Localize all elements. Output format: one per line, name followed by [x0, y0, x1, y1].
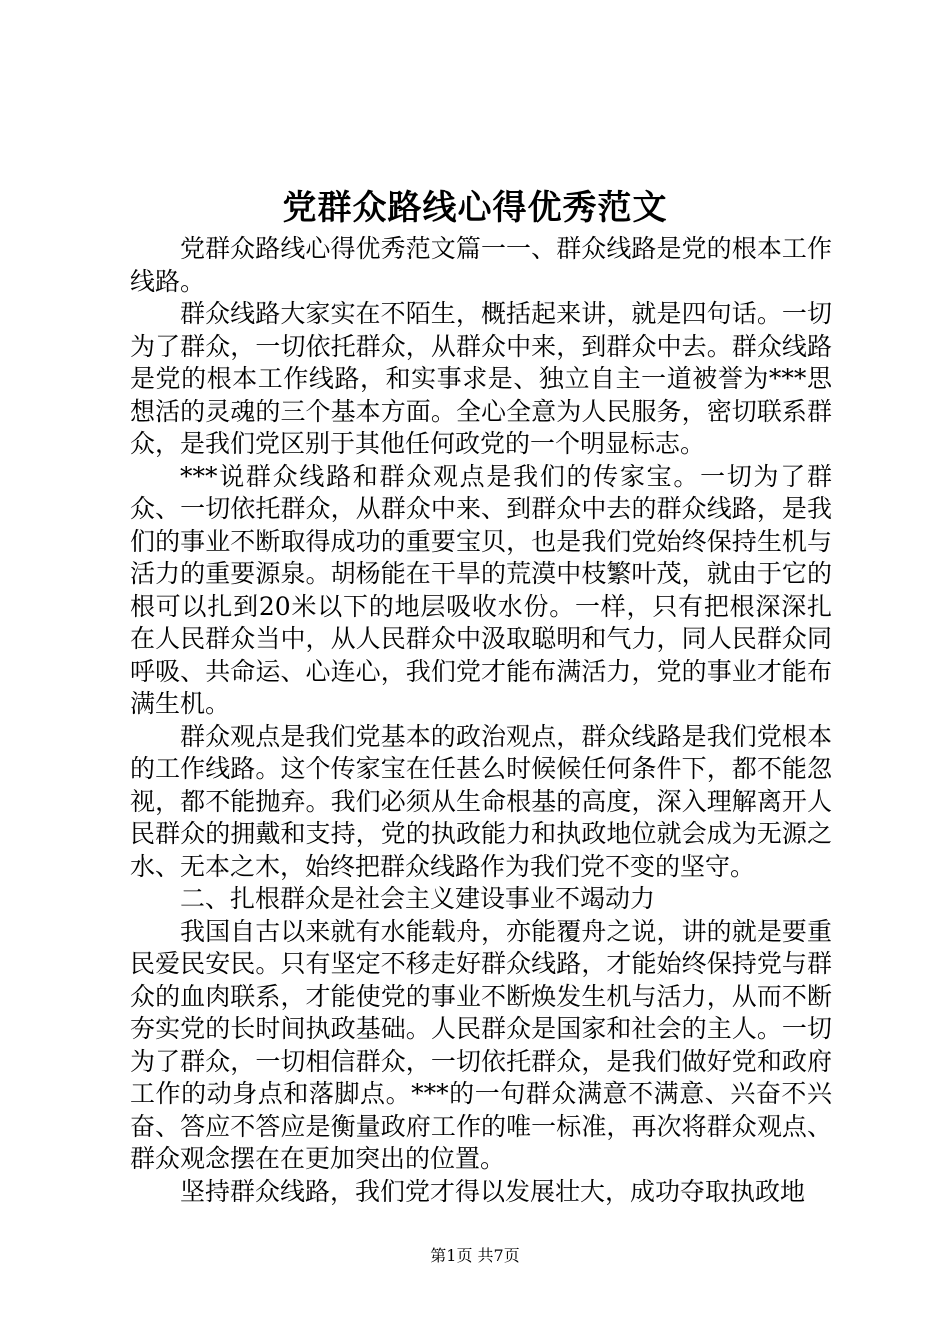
paragraph-4: 群众观点是我们党基本的政治观点，群众线路是我们党根本的工作线路。这个传家宝在任甚么时候候任何条件下，都不能忽视，都不能抛弃。我们必须从生命根基的高度，深入理解离开人民群众的拥戴和支持，党的执政能力和执政地位就会成为无源之水、无本之木，始终把群众线路作为我们党不变的坚守。 — [130, 721, 832, 881]
section-heading-2: 二、扎根群众是社会主义建设事业不竭动力 — [180, 884, 656, 913]
page-footer: 第1页 共7页 — [430, 1246, 520, 1265]
paragraph-3: ***说群众线路和群众观点是我们的传家宝。一切为了群众、一切依托群众，从群众中来、到群众中去的群众线路，是我们的事业不断取得成功的重要宝贝，也是我们党始终保持生机与活力的重要源泉。胡杨能在干旱的荒漠中枝繁叶茂，就由于它的根可以扎到20米以下的地层吸收水份。一样，只有把根深深扎在人民群众当中，从人民群众中汲取聪明和气力，同人民群众同呼吸、共命运、心连心，我们党才能布满活力，党的事业才能布满生机。 — [130, 461, 832, 718]
paragraph-1: 党群众路线心得优秀范文篇一一、群众线路是党的根本工作线路。 — [130, 234, 832, 296]
document-title: 党群众路线心得优秀范文 — [282, 188, 668, 228]
paragraph-2: 群众线路大家实在不陌生，概括起来讲，就是四句话。一切为了群众，一切依托群众，从群众中来，到群众中去。群众线路是党的根本工作线路，和实事求是、独立自主一道被誉为***思想活的灵魂的三个基本方面。全心全意为人民服务，密切联系群众，是我们党区别于其他任何政党的一个明显标志。 — [130, 299, 832, 458]
document-body — [130, 233, 832, 1208]
paragraph-6: 坚持群众线路，我们党才得以发展壮大，成功夺取执政地 — [180, 1176, 806, 1206]
paragraph-5: 我国自古以来就有水能载舟，亦能覆舟之说，讲的就是要重民爱民安民。只有坚定不移走好群众线路，才能始终保持党与群众的血肉联系，才能使党的事业不断焕发生机与活力，从而不断夯实党的长时间执政基础。人民群众是国家和社会的主人。一切为了群众，一切相信群众，一切依托群众，是我们做好党和政府工作的动身点和落脚点。***的一句群众满意不满意、兴奋不兴奋、答应不答应是衡量政府工作的唯一标准，再次将群众观点、群众观念摆在在更加突出的位置。 — [130, 916, 832, 1173]
